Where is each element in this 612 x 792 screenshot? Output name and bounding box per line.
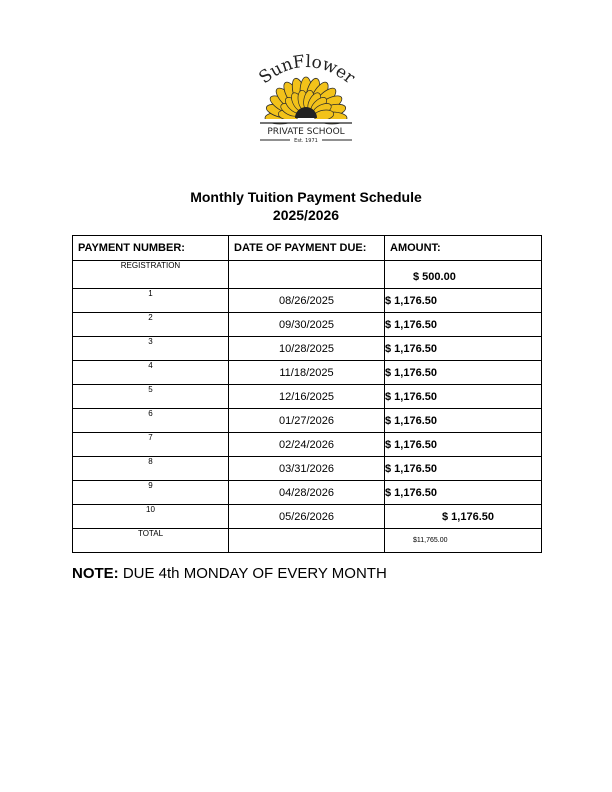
note-label: NOTE: bbox=[72, 565, 119, 582]
table-row bbox=[73, 481, 542, 505]
table-total-row bbox=[73, 529, 542, 553]
due-date-cell: 03/31/2026 bbox=[229, 457, 385, 481]
total-date-cell bbox=[229, 529, 385, 553]
table-row bbox=[73, 337, 542, 361]
table-row bbox=[73, 385, 542, 409]
payment-number-cell: 4 bbox=[73, 361, 229, 385]
amount-cell: $ 1,176.50 bbox=[385, 337, 542, 361]
payment-number-cell: 2 bbox=[73, 313, 229, 337]
header-date-due: DATE OF PAYMENT DUE: bbox=[229, 236, 385, 261]
due-date-cell bbox=[229, 261, 385, 289]
payment-number-cell: 8 bbox=[73, 457, 229, 481]
payment-note bbox=[72, 565, 387, 582]
payment-number-cell: 1 bbox=[73, 289, 229, 313]
amount-cell: $ 1,176.50 bbox=[385, 289, 542, 313]
payment-number-cell: 6 bbox=[73, 409, 229, 433]
due-date-cell: 08/26/2025 bbox=[229, 289, 385, 313]
amount-cell: $ 500.00 bbox=[385, 261, 542, 289]
payment-number-cell: 3 bbox=[73, 337, 229, 361]
due-date-cell: 01/27/2026 bbox=[229, 409, 385, 433]
table-row bbox=[73, 409, 542, 433]
amount-cell: $ 1,176.50 bbox=[385, 361, 542, 385]
due-date-cell: 09/30/2025 bbox=[229, 313, 385, 337]
payment-number-cell: 7 bbox=[73, 433, 229, 457]
table-row bbox=[73, 433, 542, 457]
table-row bbox=[73, 261, 542, 289]
header-payment-number: PAYMENT NUMBER: bbox=[73, 236, 229, 261]
page-title: Monthly Tuition Payment Schedule bbox=[190, 189, 422, 205]
amount-cell: $ 1,176.50 bbox=[385, 313, 542, 337]
table-row bbox=[73, 361, 542, 385]
due-date-cell: 11/18/2025 bbox=[229, 361, 385, 385]
note-text: DUE 4th MONDAY OF EVERY MONTH bbox=[118, 565, 387, 582]
total-label: TOTAL bbox=[73, 529, 229, 553]
table-row bbox=[73, 457, 542, 481]
amount-cell: $ 1,176.50 bbox=[385, 433, 542, 457]
due-date-cell: 02/24/2026 bbox=[229, 433, 385, 457]
school-logo bbox=[246, 54, 366, 152]
payment-number-cell: 9 bbox=[73, 481, 229, 505]
header-amount: AMOUNT: bbox=[385, 236, 542, 261]
total-amount: $11,765.00 bbox=[385, 529, 542, 553]
amount-cell: $ 1,176.50 bbox=[385, 409, 542, 433]
due-date-cell: 12/16/2025 bbox=[229, 385, 385, 409]
payment-schedule-table bbox=[72, 235, 542, 553]
amount-cell: $ 1,176.50 bbox=[385, 505, 542, 529]
payment-number-cell: REGISTRATION bbox=[73, 261, 229, 289]
table-row bbox=[73, 313, 542, 337]
due-date-cell: 04/28/2026 bbox=[229, 481, 385, 505]
table-header-row bbox=[73, 236, 542, 261]
logo-subtitle: PRIVATE SCHOOL bbox=[267, 127, 345, 137]
amount-cell: $ 1,176.50 bbox=[385, 457, 542, 481]
school-year: 2025/2026 bbox=[272, 207, 340, 223]
amount-cell: $ 1,176.50 bbox=[385, 385, 542, 409]
amount-cell: $ 1,176.50 bbox=[385, 481, 542, 505]
payment-number-cell: 5 bbox=[73, 385, 229, 409]
due-date-cell: 10/28/2025 bbox=[229, 337, 385, 361]
due-date-cell: 05/26/2026 bbox=[229, 505, 385, 529]
payment-number-cell: 10 bbox=[73, 505, 229, 529]
logo-name: SunFlower bbox=[255, 54, 359, 89]
table-row bbox=[73, 289, 542, 313]
table-row bbox=[73, 505, 542, 529]
logo-established: Est. 1971 bbox=[294, 138, 318, 144]
